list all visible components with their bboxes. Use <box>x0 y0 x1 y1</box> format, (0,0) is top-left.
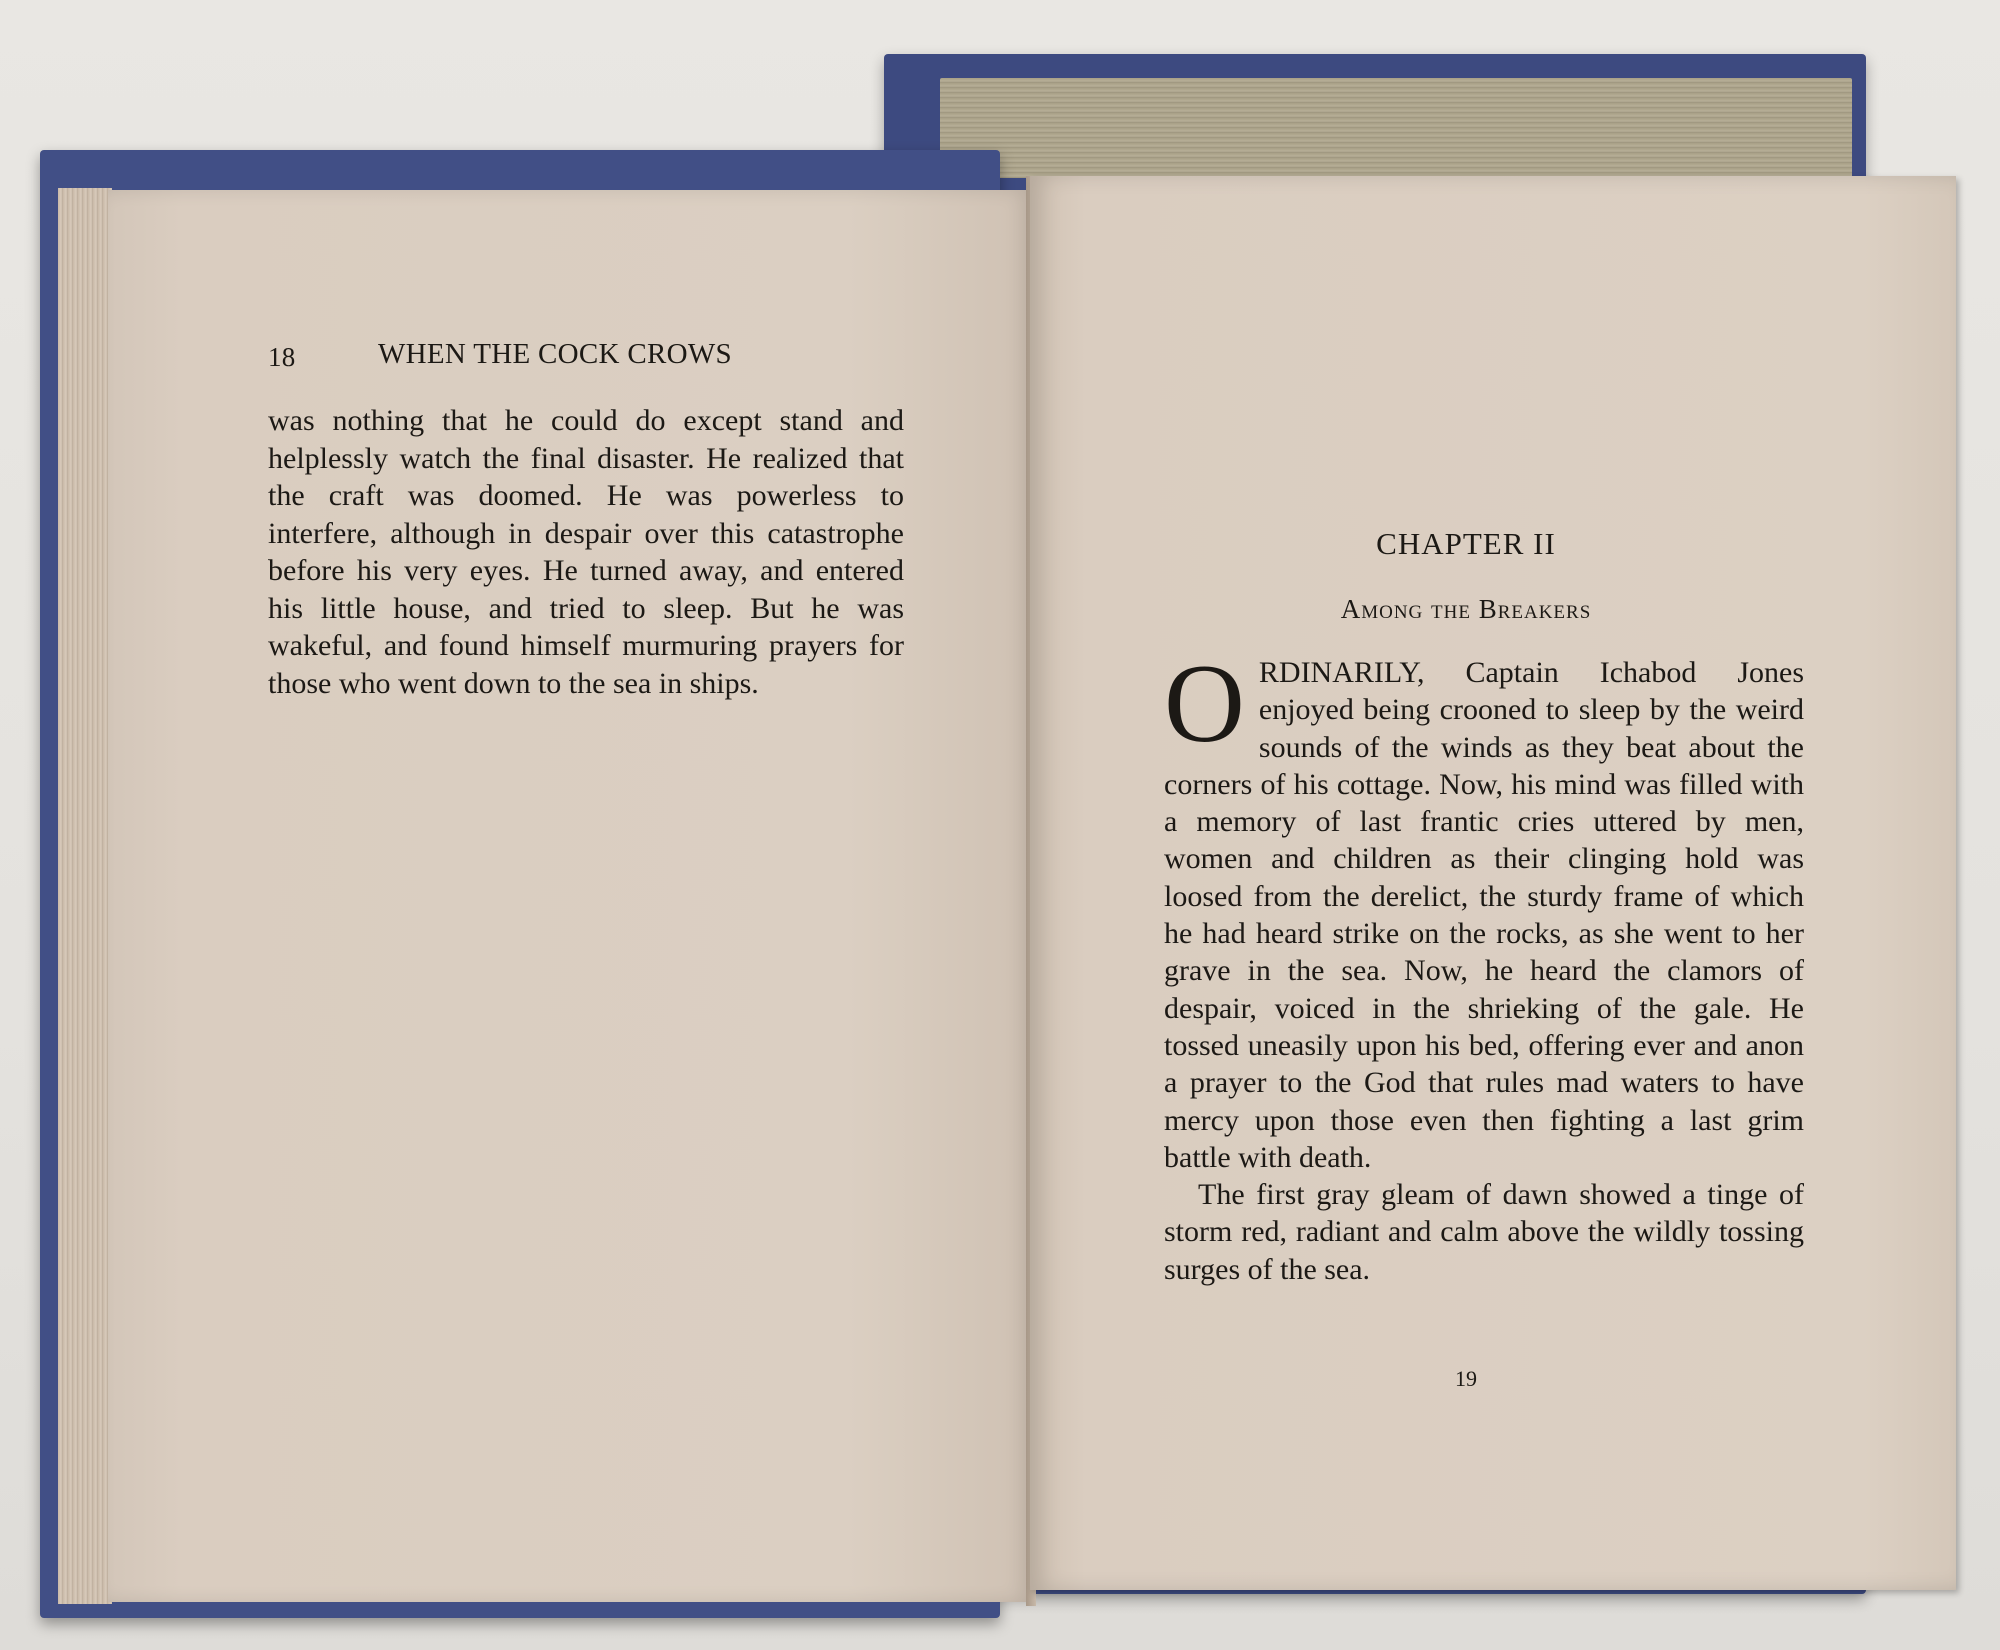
page-edges-top <box>940 78 1852 178</box>
right-paragraph-1 <box>1164 642 1804 1176</box>
paragraph-1-body: RDINARILY, Captain Ichabod Jones enjoyed being crooned to sleep by the weird sounds of the winds as they beat about the corners of his cottage. Now, his mind was filled with a memory of last frantic cries uttered by men, women and children as their clinging hold was loosed from the derelict, the sturdy frame of which he had heard strike on the rocks, as she went to her grave in the sea. Now, he heard the clamors of despair, voiced in the shrieking of the gale. He tossed uneasily upon his bed, offering ever and anon a prayer to the God that rules mad waters to have mercy upon those even then fighting a last grim battle with death. <box>1164 656 1804 1174</box>
drop-cap: O <box>1164 642 1245 766</box>
right-page-number: 19 <box>1455 1366 1477 1391</box>
running-head-title: WHEN THE COCK CROWS <box>378 338 732 370</box>
page-stack-left <box>58 188 112 1604</box>
right-paragraph-2: The first gray gleam of dawn showed a tinge of storm red, radiant and calm above the wildly tossing surges of the sea. <box>1164 1178 1804 1286</box>
running-head <box>268 338 908 378</box>
right-page-text <box>1164 642 1804 1288</box>
chapter-heading: CHAPTER II <box>1376 526 1556 561</box>
left-paragraph: was nothing that he could do except stand and helplessly watch the final disaster. He realized that the craft was doomed. He was powerless to interfere, although in despair over this catastrophe before his very eyes. He turned away, and entered his little house, and tried to sleep. But he was wakeful, and found himself murmuring prayers for those who went down to the sea in ships. <box>268 404 904 700</box>
left-page-text <box>268 402 904 702</box>
left-page-number: 18 <box>268 342 296 372</box>
chapter-title: Among the Breakers <box>1340 594 1592 624</box>
